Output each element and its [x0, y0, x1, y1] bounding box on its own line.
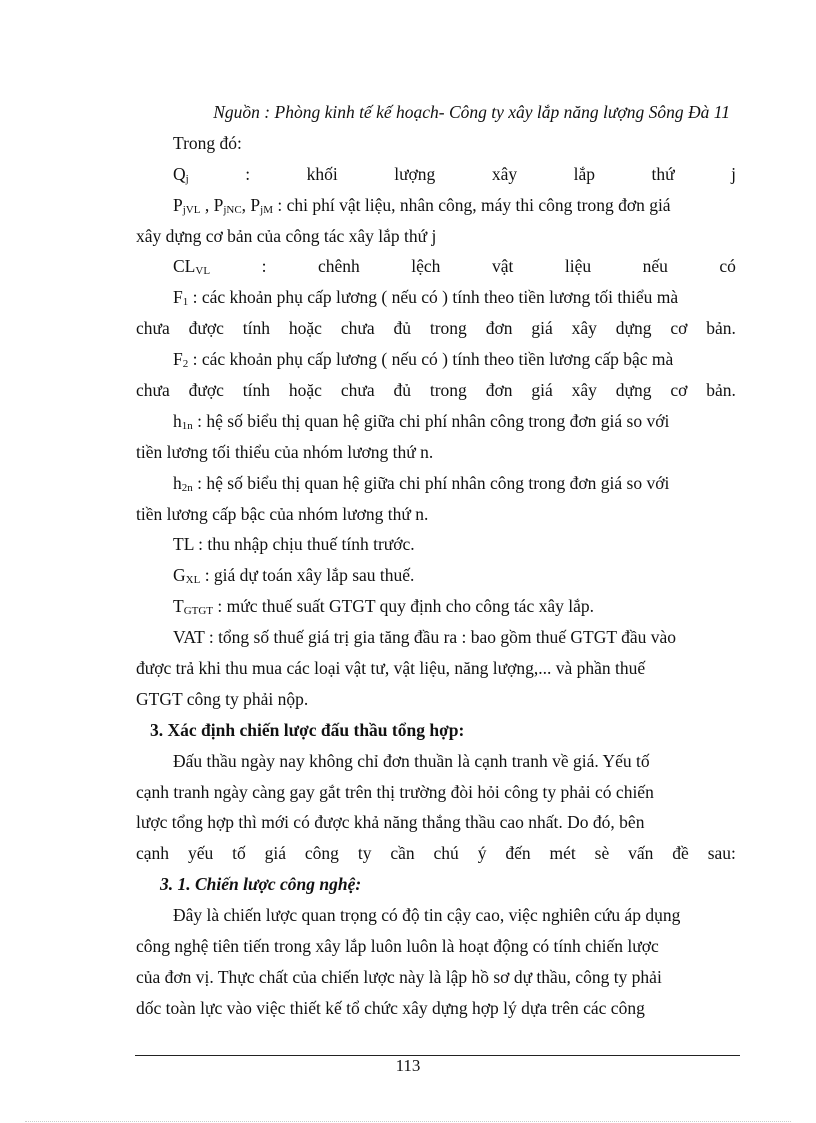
definition-vat-cont: được trả khi thu mua các loại vật tư, vật liệu, năng lượng,... và phần thuế — [136, 658, 646, 679]
definitions-intro: Trong đó: — [173, 132, 242, 153]
definition-tl: TL : thu nhập chịu thuế tính trước. — [173, 534, 415, 555]
definition-p-cont: xây dựng cơ bản của công tác xây lắp thứ j — [136, 225, 437, 246]
section-3-1-paragraph-line: dốc toàn lực vào việc thiết kế tổ chức xây dựng hợp lý dựa trên các công — [136, 997, 645, 1018]
page-bottom-dotted-border — [25, 1121, 791, 1122]
section-3-1-paragraph-line: của đơn vị. Thực chất của chiến lược này là lập hồ sơ dự thầu, công ty phải — [136, 966, 662, 987]
section-3-paragraph-last-line: cạnh yếu tố giá công ty cần chú ý đến mét sè vấn đề sau: — [136, 843, 736, 864]
section-3-1-paragraph-line: công nghệ tiên tiến trong xây lắp luôn luôn là hoạt động có tính chiến lược — [136, 936, 659, 957]
section-3-paragraph-line: Đấu thầu ngày nay không chỉ đơn thuần là cạnh tranh về giá. Yếu tố — [173, 750, 650, 771]
definition-h1n: $h_{1n}$ : hệ số biểu thị quan hệ giữa chi phí nhân công trong đơn giá so với — [173, 410, 670, 432]
definition-h2n-cont: tiền lương cấp bậc của nhóm lương thứ n. — [136, 503, 429, 524]
definition-h2n: $h_{2n}$ : hệ số biểu thị quan hệ giữa chi phí nhân công trong đơn giá so với — [173, 472, 670, 494]
section-3-heading: 3. Xác định chiến lược đấu thầu tổng hợp: — [150, 719, 465, 740]
section-3-paragraph-line: cạnh tranh ngày càng gay gắt trên thị trường đòi hỏi công ty phải có chiến — [136, 781, 654, 802]
definition-qj: $Q_j$ : khối lượng xây lắp thứ j — [173, 163, 736, 185]
definition-h1n-cont: tiền lương tối thiểu của nhóm lương thứ n. — [136, 441, 434, 462]
definition-cl: $CL_{VL}$ : chênh lệch vật liệu nếu có — [173, 256, 736, 278]
section-3-1-paragraph-line: Đây là chiến lược quan trọng có độ tin cậy cao, việc nghiên cứu áp dụng — [173, 905, 681, 926]
definition-gxl: $G_{XL}$ : giá dự toán xây lắp sau thuế. — [173, 565, 415, 587]
definition-f1: $F_1$ : các khoản phụ cấp lương ( nếu có ) tính theo tiền lương tối thiểu mà — [173, 287, 679, 309]
page-body — [136, 97, 736, 1024]
section-3-paragraph-line: lược tổng hợp thì mới có được khả năng thắng thầu cao nhất. Do đó, bên — [136, 812, 645, 833]
page-number: 113 — [395, 1056, 421, 1075]
definition-f1-cont: chưa được tính hoặc chưa đủ trong đơn giá xây dựng cơ bản. — [136, 318, 736, 339]
definition-tgtgt: $T_{GTGT}$ : mức thuế suất GTGT quy định cho công tác xây lắp. — [173, 596, 594, 618]
definition-f2: $F_2$ : các khoản phụ cấp lương ( nếu có ) tính theo tiền lương cấp bậc mà — [173, 349, 674, 371]
definition-p: $P_{jVL}$ , $P_{jNC}$, $P_{jM}$ : chi phí vật liệu, nhân công, máy thi công trong đơn giá — [173, 194, 671, 216]
definition-vat: VAT : tổng số thuế giá trị gia tăng đầu ra : bao gồm thuế GTGT đầu vào — [173, 627, 677, 648]
source-note: Nguồn : Phòng kinh tế kế hoạch- Công ty xây lắp năng lượng Sông Đà 11 — [213, 102, 730, 122]
definition-vat-end: GTGT công ty phải nộp. — [136, 688, 309, 709]
section-3-1-heading: 3. 1. Chiến lược công nghệ: — [160, 874, 362, 895]
definition-f2-cont: chưa được tính hoặc chưa đủ trong đơn giá xây dựng cơ bản. — [136, 380, 736, 401]
